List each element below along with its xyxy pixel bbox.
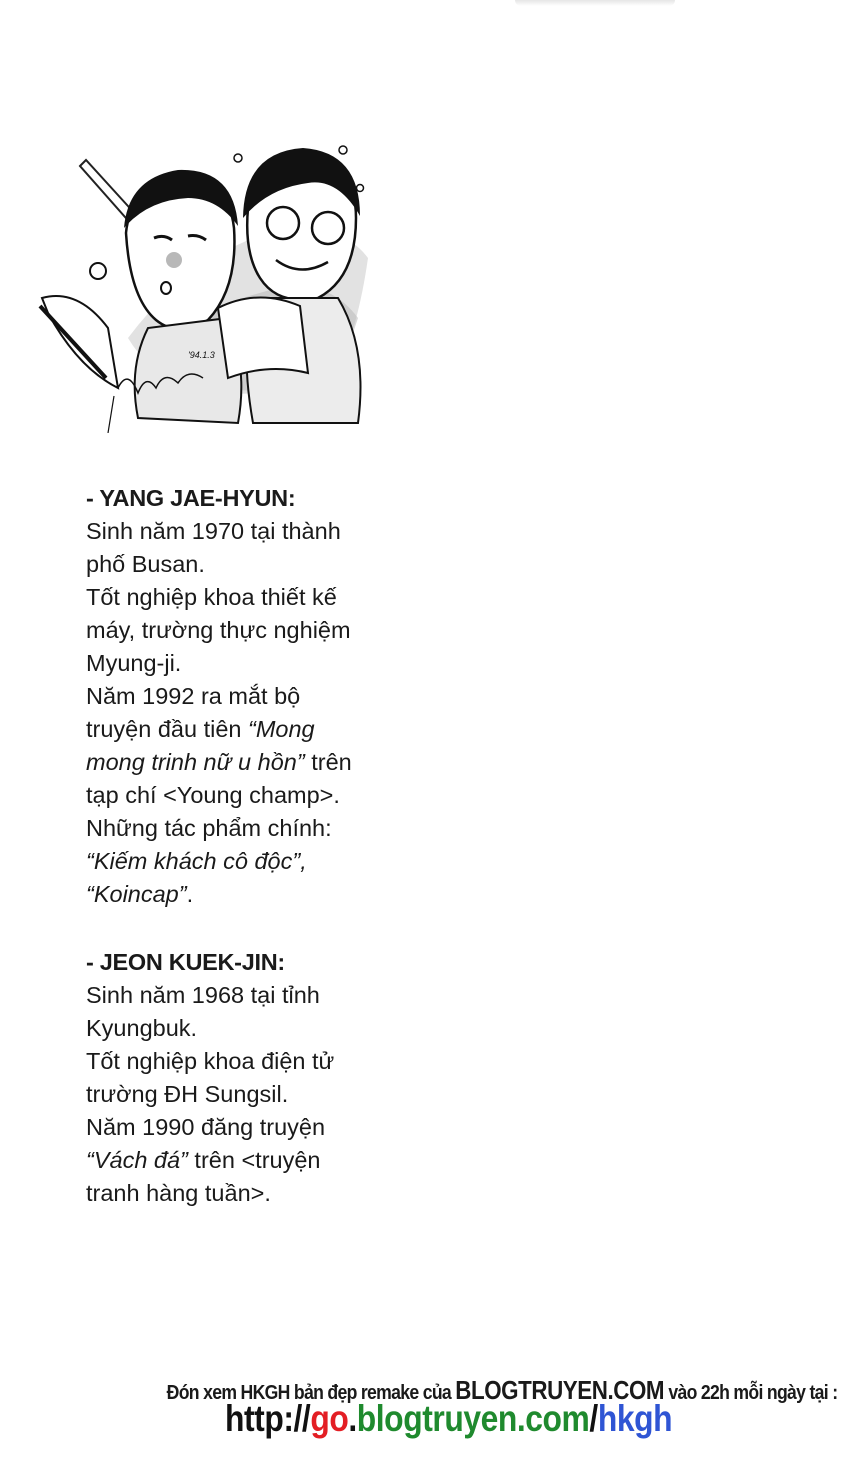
- url-segment[interactable]: hkgh: [597, 1398, 673, 1439]
- bio-line: [86, 713, 352, 746]
- bio-line: [86, 746, 352, 779]
- work-title: “Mong: [248, 716, 315, 742]
- authors-caricature-illustration: [38, 138, 378, 433]
- bio-text: Những tác phẩm chính:: [86, 815, 332, 841]
- bio-text: Myung-ji.: [86, 650, 182, 676]
- bio-line: [86, 1177, 334, 1210]
- author-name-heading: - YANG JAE-HYUN:: [86, 485, 296, 511]
- work-title: “Koincap”: [86, 881, 187, 907]
- bio-line: [86, 878, 352, 911]
- work-title: “Vách đá”: [86, 1147, 188, 1173]
- bio-text: Tốt nghiệp khoa thiết kế: [86, 584, 337, 610]
- bio-line: [86, 1144, 334, 1177]
- author-bio-yang-jae-hyun: [86, 482, 352, 911]
- bio-line: [86, 812, 352, 845]
- promo-brand: BLOGTRUYEN.COM: [455, 1375, 665, 1405]
- url-segment[interactable]: .: [348, 1398, 357, 1439]
- url-segment[interactable]: .com: [516, 1398, 590, 1439]
- bio-line: [86, 680, 352, 713]
- scan-smudge: [515, 0, 675, 6]
- bio-text: Sinh năm 1970 tại thành: [86, 518, 341, 544]
- url-segment[interactable]: go: [310, 1398, 349, 1439]
- bio-text: tranh hàng tuần>.: [86, 1180, 271, 1206]
- bio-line: [86, 1012, 334, 1045]
- bio-text: Tốt nghiệp khoa điện tử: [86, 1048, 335, 1074]
- bio-line: [86, 581, 352, 614]
- promo-url-link[interactable]: [225, 1398, 846, 1440]
- bio-text: tạp chí <Young champ>.: [86, 782, 340, 808]
- bio-text: trên <truyện: [187, 1147, 321, 1173]
- bio-line: [86, 548, 352, 581]
- bio-text: Năm 1990 đăng truyện: [86, 1114, 326, 1140]
- url-segment[interactable]: http://: [225, 1398, 311, 1439]
- bio-text: truyện đầu tiên: [86, 716, 248, 742]
- bio-text: phố Busan.: [86, 551, 205, 577]
- bio-text: trường ĐH Sungsil.: [86, 1081, 289, 1107]
- author-name-heading: - JEON KUEK-JIN:: [86, 949, 285, 975]
- bio-line: [86, 1078, 334, 1111]
- promo-suffix: vào 22h mỗi ngày tại :: [664, 1381, 838, 1404]
- author-bio-jeon-kuek-jin: [86, 946, 334, 1210]
- bio-line: [86, 647, 352, 680]
- bio-text: Năm 1992 ra mắt bộ: [86, 683, 301, 709]
- promo-prefix: Đón xem HKGH bản đẹp remake của: [166, 1381, 456, 1404]
- bio-line: [86, 779, 352, 812]
- bio-line: [86, 845, 352, 878]
- bio-text: máy, trường thực nghiệm: [86, 617, 351, 643]
- bio-line: [86, 979, 334, 1012]
- bio-text: Sinh năm 1968 tại tỉnh: [86, 982, 320, 1008]
- bio-text: trên: [304, 749, 352, 775]
- bio-text: .: [186, 881, 194, 907]
- bio-lines: [86, 515, 352, 911]
- work-title: mong trinh nữ u hồn”: [86, 749, 305, 775]
- bio-line: [86, 515, 352, 548]
- bio-text: Kyungbuk.: [86, 1015, 198, 1041]
- bio-line: [86, 614, 352, 647]
- url-segment[interactable]: blogtruyen: [356, 1398, 517, 1439]
- bio-line: [86, 1045, 334, 1078]
- bio-line: [86, 1111, 334, 1144]
- bio-lines: [86, 979, 334, 1210]
- svg-text:'94.1.3: '94.1.3: [188, 350, 215, 360]
- url-segment[interactable]: /: [589, 1398, 598, 1439]
- work-title: “Kiếm khách cô độc”,: [86, 848, 307, 874]
